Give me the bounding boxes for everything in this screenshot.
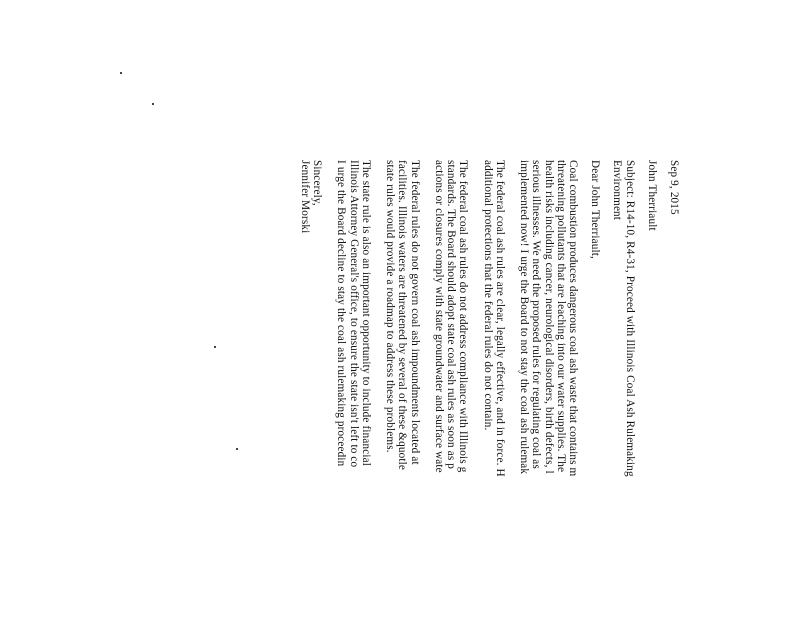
- paragraph-line: threatening pollutants that are leaching into our water supplies. The: [554, 160, 567, 473]
- scan-speck: [214, 346, 216, 348]
- paragraph-line: state rules would provide a roadmap to address these problems.: [384, 160, 397, 453]
- letter-paragraph: [482, 160, 506, 618]
- paragraph-line: I urge the Board decline to stay the coal ash rulemaking proceedin: [335, 160, 348, 467]
- letter-salutation: Dear John Therriault,: [589, 160, 602, 259]
- paragraph-line: Coal combustion produces dangerous coal ash waste that contains m: [567, 160, 580, 477]
- paragraph-line: facilities. Illinois waters are threatened by several of these &quotle: [396, 160, 409, 470]
- paragraph-line: standards. The Board should adopt state coal ash rules as soon as p: [445, 160, 458, 470]
- scan-speck: [152, 103, 154, 105]
- letter-paragraph: [518, 160, 579, 618]
- paragraph-line: Illinois Attorney General's office, to ensure the state isn't left to co: [347, 160, 360, 468]
- letter-paragraph: [348, 160, 372, 618]
- paragraph-line: actions or closures comply with state groundwater and surface wate: [433, 160, 445, 473]
- paragraph-line: additional protections that the federal rules do not contain.: [481, 160, 494, 431]
- letter-paragraph: [335, 160, 347, 618]
- paragraph-line: health risks including cancer, neurological disorders, birth defects, l: [542, 160, 555, 474]
- letter-date: Sep 9, 2015: [668, 160, 680, 215]
- paragraph-line: serious illnesses. We need the proposed rules for regulating coal as: [530, 160, 543, 469]
- letter-paragraph: [433, 160, 470, 618]
- letter: [299, 160, 680, 618]
- letter-signature: Jennifer Morski: [298, 160, 311, 234]
- paragraph-line: The federal coal ash rules do not address compliance with Illinois g: [457, 160, 470, 473]
- letter-subject-line: Environment: [611, 160, 624, 221]
- paragraph-line: implemented now! I urge the Board to not stay the coal ash rulemak: [518, 160, 531, 475]
- paragraph-line: The federal coal ash rules are clear, legally effective, and in force. H: [493, 160, 506, 477]
- letter-paragraph: [384, 160, 421, 618]
- paragraph-line: The state rule is also an important opportunity to include financial: [359, 160, 372, 466]
- paragraph-line: The federal rules do not govern coal ash impoundments located at: [408, 160, 421, 465]
- scan-speck: [120, 72, 122, 74]
- letter-closing: Sincerely,: [311, 160, 324, 206]
- letter-subject-line: Subject: R14-10, R4-31, Proceed with Illinois Coal Ash Rulemaking: [623, 160, 636, 477]
- scan-speck: [236, 448, 238, 450]
- letter-recipient: John Therriault: [645, 160, 658, 231]
